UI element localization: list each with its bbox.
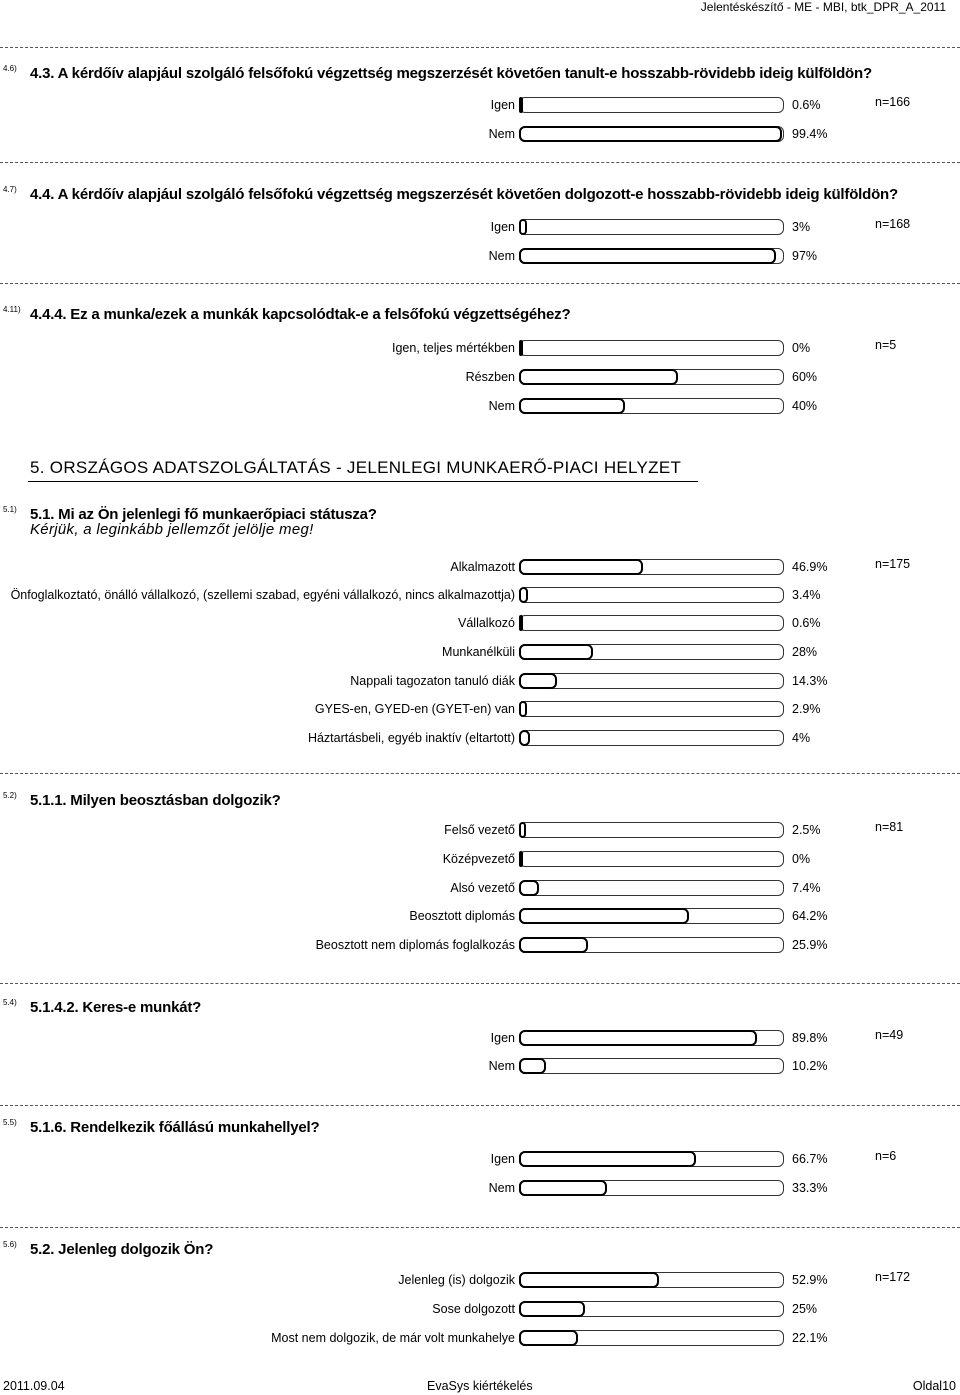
question-title: 5.2. Jelenleg dolgozik Ön? xyxy=(30,1241,214,1258)
bar-fill xyxy=(519,644,593,660)
option-label: Középvezető xyxy=(442,852,515,866)
question-number: 5.4) xyxy=(3,998,17,1007)
percent-value: 97% xyxy=(792,249,818,263)
bar-fill xyxy=(519,1151,696,1167)
percent-value: 14.3% xyxy=(792,674,828,688)
percent-value: 66.7% xyxy=(792,1152,828,1166)
bar-fill xyxy=(519,880,539,896)
percent-value: 0% xyxy=(792,341,811,355)
option-label: Igen, teljes mértékben xyxy=(392,341,515,355)
option-label: Vállalkozó xyxy=(458,616,515,630)
footer-page: Oldal10 xyxy=(912,1379,956,1393)
percent-value: 2.9% xyxy=(792,702,821,716)
percent-value: 28% xyxy=(792,645,818,659)
response-count: n=166 xyxy=(875,95,911,109)
bar-track xyxy=(519,219,784,235)
divider xyxy=(0,773,960,774)
bar-fill xyxy=(519,1330,578,1346)
response-count: n=168 xyxy=(875,217,911,231)
bar-fill xyxy=(519,340,523,356)
question-number: 4.11) xyxy=(3,305,21,314)
option-label: Sose dolgozott xyxy=(432,1302,515,1316)
percent-value: 2.5% xyxy=(792,823,821,837)
percent-value: 7.4% xyxy=(792,881,821,895)
divider xyxy=(0,47,960,48)
option-label: Háztartásbeli, egyéb inaktív (eltartott) xyxy=(307,731,515,745)
question-number: 5.6) xyxy=(3,1240,17,1249)
option-label: Igen xyxy=(490,1031,515,1045)
question-title: 5.1. Mi az Ön jelenlegi fő munkaerőpiaci státusza? xyxy=(30,506,377,523)
section-title: 5. ORSZÁGOS ADATSZOLGÁLTATÁS - JELENLEGI MUNKAERŐ-PIACI HELYZET xyxy=(30,458,682,477)
response-count: n=172 xyxy=(875,1270,911,1284)
bar-fill xyxy=(519,97,523,113)
bar-fill xyxy=(519,587,528,603)
bar-track xyxy=(519,97,784,113)
option-label: Felső vezető xyxy=(444,823,515,837)
option-label: Alkalmazott xyxy=(450,560,515,574)
bar-fill xyxy=(519,1301,585,1317)
percent-value: 52.9% xyxy=(792,1273,828,1287)
option-label: Nem xyxy=(488,1059,515,1073)
bar-fill xyxy=(519,822,526,838)
percent-value: 0% xyxy=(792,852,811,866)
response-count: n=6 xyxy=(875,1149,897,1163)
divider xyxy=(0,983,960,984)
question-number: 5.2) xyxy=(3,791,17,800)
percent-value: 46.9% xyxy=(792,560,828,574)
percent-value: 40% xyxy=(792,399,818,413)
option-label: Önfoglalkoztató, önálló vállalkozó, (szellemi szabad, egyéni vállalkozó, nincs alkalmazottja) xyxy=(10,588,515,602)
option-label: Nappali tagozaton tanuló diák xyxy=(350,674,515,688)
bar-fill xyxy=(519,908,689,924)
question-title: 4.4.4. Ez a munka/ezek a munkák kapcsolódtak-e a felsőfokú végzettségéhez? xyxy=(30,306,571,323)
bar-fill xyxy=(519,937,588,953)
bar-fill xyxy=(519,1272,659,1288)
bar-fill xyxy=(519,1058,546,1074)
percent-value: 10.2% xyxy=(792,1059,828,1073)
question-title: 4.3. A kérdőív alapjául szolgáló felsőfokú végzettség megszerzését követően tanult-e hosszabb-rövidebb ideig külföldön? xyxy=(30,65,872,82)
option-label: Nem xyxy=(488,1181,515,1195)
option-label: GYES-en, GYED-en (GYET-en) van xyxy=(314,702,515,716)
divider xyxy=(0,1227,960,1228)
footer-date: 2011.09.04 xyxy=(3,1379,65,1393)
bar-fill xyxy=(519,851,523,867)
response-count: n=5 xyxy=(875,338,897,352)
option-label: Igen xyxy=(490,98,515,112)
response-count: n=175 xyxy=(875,557,911,571)
bar-fill xyxy=(519,673,557,689)
bar-fill xyxy=(519,219,527,235)
option-label: Nem xyxy=(488,127,515,141)
response-count: n=49 xyxy=(875,1028,904,1042)
percent-value: 3.4% xyxy=(792,588,821,602)
percent-value: 25% xyxy=(792,1302,818,1316)
divider xyxy=(0,162,960,163)
percent-value: 60% xyxy=(792,370,818,384)
option-label: Beosztott diplomás xyxy=(409,909,515,923)
bar-track xyxy=(519,615,784,631)
percent-value: 33.3% xyxy=(792,1181,828,1195)
option-label: Beosztott nem diplomás foglalkozás xyxy=(315,938,515,952)
bar-fill xyxy=(519,126,782,142)
percent-value: 25.9% xyxy=(792,938,828,952)
bar-track xyxy=(519,880,784,896)
bar-track xyxy=(519,673,784,689)
percent-value: 0.6% xyxy=(792,98,821,112)
bar-fill xyxy=(519,730,530,746)
bar-fill xyxy=(519,615,523,631)
divider xyxy=(0,1105,960,1106)
bar-track xyxy=(519,822,784,838)
percent-value: 64.2% xyxy=(792,909,828,923)
bar-fill xyxy=(519,701,527,717)
option-label: Munkanélküli xyxy=(442,645,515,659)
question-number: 4.7) xyxy=(3,185,17,194)
report-header: Jelentéskészítő - ME - MBI, btk_DPR_A_2011 xyxy=(700,0,946,14)
bar-fill xyxy=(519,248,776,264)
divider xyxy=(0,283,960,284)
bar-fill xyxy=(519,398,625,414)
question-number: 5.1) xyxy=(3,505,17,514)
bar-track xyxy=(519,730,784,746)
option-label: Részben xyxy=(465,370,515,384)
bar-fill xyxy=(519,559,643,575)
bar-track xyxy=(519,701,784,717)
question-title: 4.4. A kérdőív alapjául szolgáló felsőfokú végzettség megszerzését követően dolgozott-e hosszabb-rövidebb ideig külföldön? xyxy=(30,186,898,203)
percent-value: 3% xyxy=(792,220,811,234)
question-title: 5.1.6. Rendelkezik főállású munkahellyel? xyxy=(30,1119,320,1136)
option-label: Igen xyxy=(490,1152,515,1166)
footer-center: EvaSys kiértékelés xyxy=(427,1379,533,1393)
section-underline xyxy=(28,481,698,482)
percent-value: 89.8% xyxy=(792,1031,828,1045)
bar-track xyxy=(519,1058,784,1074)
question-number: 4.6) xyxy=(3,64,17,73)
percent-value: 0.6% xyxy=(792,616,821,630)
option-label: Jelenleg (is) dolgozik xyxy=(398,1273,515,1287)
percent-value: 99.4% xyxy=(792,127,828,141)
option-label: Most nem dolgozik, de már volt munkahelye xyxy=(271,1331,515,1345)
option-label: Nem xyxy=(488,399,515,413)
question-title: 5.1.1. Milyen beosztásban dolgozik? xyxy=(30,792,281,809)
option-label: Alsó vezető xyxy=(450,881,515,895)
bar-fill xyxy=(519,1180,607,1196)
question-subtitle: Kérjük, a leginkább jellemzőt jelölje meg! xyxy=(30,521,314,538)
bar-track xyxy=(519,851,784,867)
percent-value: 4% xyxy=(792,731,811,745)
option-label: Nem xyxy=(488,249,515,263)
option-label: Igen xyxy=(490,220,515,234)
percent-value: 22.1% xyxy=(792,1331,828,1345)
question-title: 5.1.4.2. Keres-e munkát? xyxy=(30,999,202,1016)
bar-track xyxy=(519,340,784,356)
bar-track xyxy=(519,587,784,603)
bar-fill xyxy=(519,369,678,385)
response-count: n=81 xyxy=(875,820,904,834)
bar-fill xyxy=(519,1030,757,1046)
question-number: 5.5) xyxy=(3,1118,17,1127)
